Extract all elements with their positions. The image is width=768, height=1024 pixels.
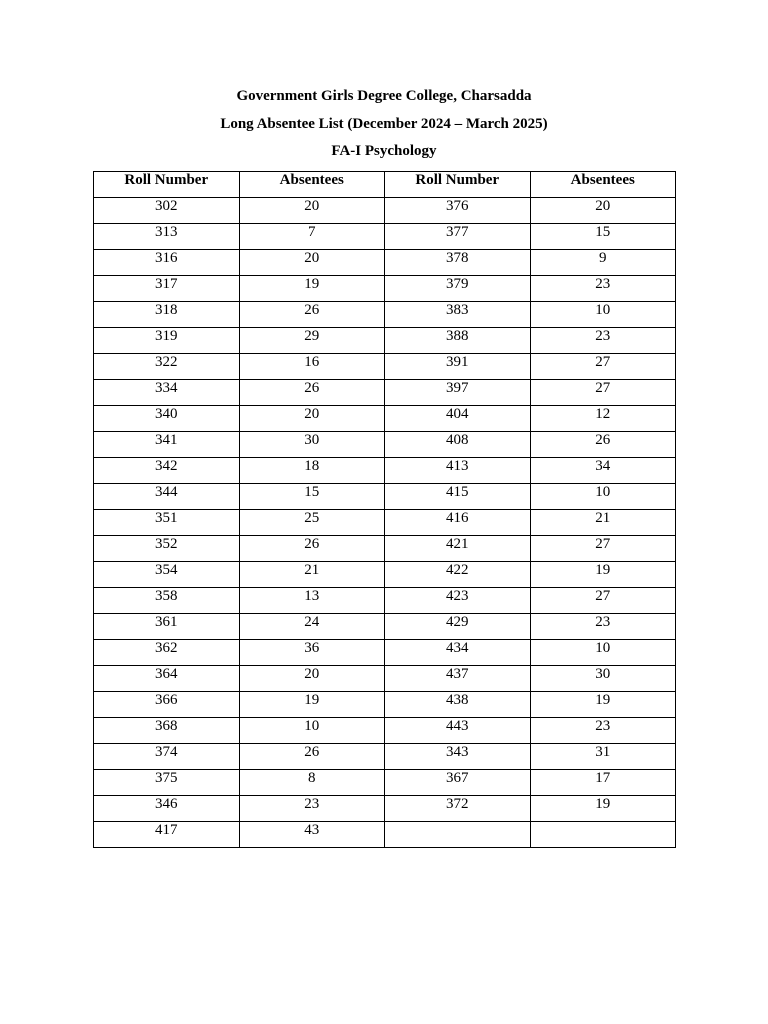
roll-number-cell: 434 [385, 640, 531, 666]
roll-number-cell: 408 [385, 432, 531, 458]
roll-number-cell: 322 [94, 354, 240, 380]
table-header-row [94, 172, 676, 198]
roll-number-cell: 377 [385, 224, 531, 250]
absentees-cell: 19 [530, 562, 676, 588]
absentees-cell: 23 [530, 328, 676, 354]
table-row [94, 458, 676, 484]
document-subtitle: Long Absentee List (December 2024 – March 2025) [220, 116, 548, 132]
absentees-cell: 26 [239, 744, 385, 770]
roll-number-cell: 443 [385, 718, 531, 744]
roll-number-cell: 367 [385, 770, 531, 796]
table-row [94, 432, 676, 458]
roll-number-cell: 413 [385, 458, 531, 484]
header-absentees-left: Absentees [239, 172, 385, 198]
absentees-cell: 15 [530, 224, 676, 250]
absentees-cell: 23 [530, 614, 676, 640]
roll-number-cell: 374 [94, 744, 240, 770]
absentees-cell: 30 [530, 666, 676, 692]
header-roll-number-right: Roll Number [385, 172, 531, 198]
roll-number-cell: 358 [94, 588, 240, 614]
roll-number-cell: 318 [94, 302, 240, 328]
absentees-cell: 27 [530, 588, 676, 614]
roll-number-cell: 344 [94, 484, 240, 510]
table-row [94, 380, 676, 406]
roll-number-cell [385, 822, 531, 848]
table-row [94, 822, 676, 848]
absentees-cell: 43 [239, 822, 385, 848]
absentees-cell: 10 [530, 484, 676, 510]
absentees-cell: 20 [530, 198, 676, 224]
absentees-cell: 27 [530, 380, 676, 406]
table-row [94, 588, 676, 614]
absentees-cell: 10 [239, 718, 385, 744]
table-body [94, 198, 676, 848]
roll-number-cell: 429 [385, 614, 531, 640]
absentees-cell: 12 [530, 406, 676, 432]
table-row [94, 640, 676, 666]
roll-number-cell: 372 [385, 796, 531, 822]
roll-number-cell: 313 [94, 224, 240, 250]
roll-number-cell: 415 [385, 484, 531, 510]
table-row [94, 328, 676, 354]
header-roll-number-left: Roll Number [94, 172, 240, 198]
absentees-cell: 23 [239, 796, 385, 822]
table-row [94, 224, 676, 250]
absentees-cell: 17 [530, 770, 676, 796]
absentees-cell: 21 [530, 510, 676, 536]
roll-number-cell: 368 [94, 718, 240, 744]
absentees-cell: 26 [530, 432, 676, 458]
absentees-cell: 19 [530, 692, 676, 718]
absentees-cell: 19 [239, 276, 385, 302]
absentees-cell: 23 [530, 718, 676, 744]
header-absentees-right: Absentees [530, 172, 676, 198]
roll-number-cell: 341 [94, 432, 240, 458]
absentees-cell: 31 [530, 744, 676, 770]
roll-number-cell: 317 [94, 276, 240, 302]
table-row [94, 302, 676, 328]
roll-number-cell: 423 [385, 588, 531, 614]
roll-number-cell: 364 [94, 666, 240, 692]
roll-number-cell: 346 [94, 796, 240, 822]
table-row [94, 796, 676, 822]
table-row [94, 406, 676, 432]
absentees-cell: 20 [239, 406, 385, 432]
roll-number-cell: 383 [385, 302, 531, 328]
absentees-cell: 21 [239, 562, 385, 588]
table-row [94, 510, 676, 536]
table-row [94, 614, 676, 640]
absentees-cell: 7 [239, 224, 385, 250]
absentees-cell: 23 [530, 276, 676, 302]
roll-number-cell: 404 [385, 406, 531, 432]
absentees-cell: 10 [530, 640, 676, 666]
absentees-cell: 26 [239, 302, 385, 328]
roll-number-cell: 340 [94, 406, 240, 432]
table-row [94, 250, 676, 276]
roll-number-cell: 343 [385, 744, 531, 770]
absentees-cell: 10 [530, 302, 676, 328]
absentees-cell: 30 [239, 432, 385, 458]
class-name: FA-I Psychology [331, 143, 437, 159]
absentee-table [93, 171, 676, 848]
absentees-cell: 8 [239, 770, 385, 796]
roll-number-cell: 302 [94, 198, 240, 224]
table-row [94, 198, 676, 224]
roll-number-cell: 421 [385, 536, 531, 562]
absentees-cell: 27 [530, 536, 676, 562]
absentees-cell: 19 [530, 796, 676, 822]
absentees-cell: 16 [239, 354, 385, 380]
roll-number-cell: 354 [94, 562, 240, 588]
roll-number-cell: 388 [385, 328, 531, 354]
roll-number-cell: 378 [385, 250, 531, 276]
absentees-cell: 20 [239, 666, 385, 692]
table-row [94, 562, 676, 588]
roll-number-cell: 391 [385, 354, 531, 380]
absentees-cell: 18 [239, 458, 385, 484]
table-row [94, 692, 676, 718]
table-row [94, 744, 676, 770]
roll-number-cell: 422 [385, 562, 531, 588]
roll-number-cell: 376 [385, 198, 531, 224]
roll-number-cell: 366 [94, 692, 240, 718]
table-row [94, 718, 676, 744]
roll-number-cell: 352 [94, 536, 240, 562]
absentees-cell: 13 [239, 588, 385, 614]
roll-number-cell: 397 [385, 380, 531, 406]
absentees-cell: 27 [530, 354, 676, 380]
absentees-cell: 20 [239, 198, 385, 224]
table-row [94, 770, 676, 796]
absentees-cell: 20 [239, 250, 385, 276]
roll-number-cell: 417 [94, 822, 240, 848]
absentees-cell: 29 [239, 328, 385, 354]
roll-number-cell: 361 [94, 614, 240, 640]
roll-number-cell: 416 [385, 510, 531, 536]
absentees-cell: 26 [239, 536, 385, 562]
roll-number-cell: 438 [385, 692, 531, 718]
roll-number-cell: 362 [94, 640, 240, 666]
roll-number-cell: 437 [385, 666, 531, 692]
roll-number-cell: 319 [94, 328, 240, 354]
absentees-cell: 9 [530, 250, 676, 276]
absentees-cell: 36 [239, 640, 385, 666]
table-row [94, 666, 676, 692]
table-row [94, 536, 676, 562]
roll-number-cell: 379 [385, 276, 531, 302]
absentees-cell: 26 [239, 380, 385, 406]
roll-number-cell: 334 [94, 380, 240, 406]
absentees-cell [530, 822, 676, 848]
document-title: Government Girls Degree College, Charsadda [236, 88, 532, 104]
absentees-cell: 34 [530, 458, 676, 484]
roll-number-cell: 342 [94, 458, 240, 484]
table-row [94, 276, 676, 302]
absentees-cell: 19 [239, 692, 385, 718]
roll-number-cell: 351 [94, 510, 240, 536]
roll-number-cell: 316 [94, 250, 240, 276]
absentees-cell: 25 [239, 510, 385, 536]
table-row [94, 354, 676, 380]
absentees-cell: 15 [239, 484, 385, 510]
absentees-cell: 24 [239, 614, 385, 640]
table-row [94, 484, 676, 510]
roll-number-cell: 375 [94, 770, 240, 796]
